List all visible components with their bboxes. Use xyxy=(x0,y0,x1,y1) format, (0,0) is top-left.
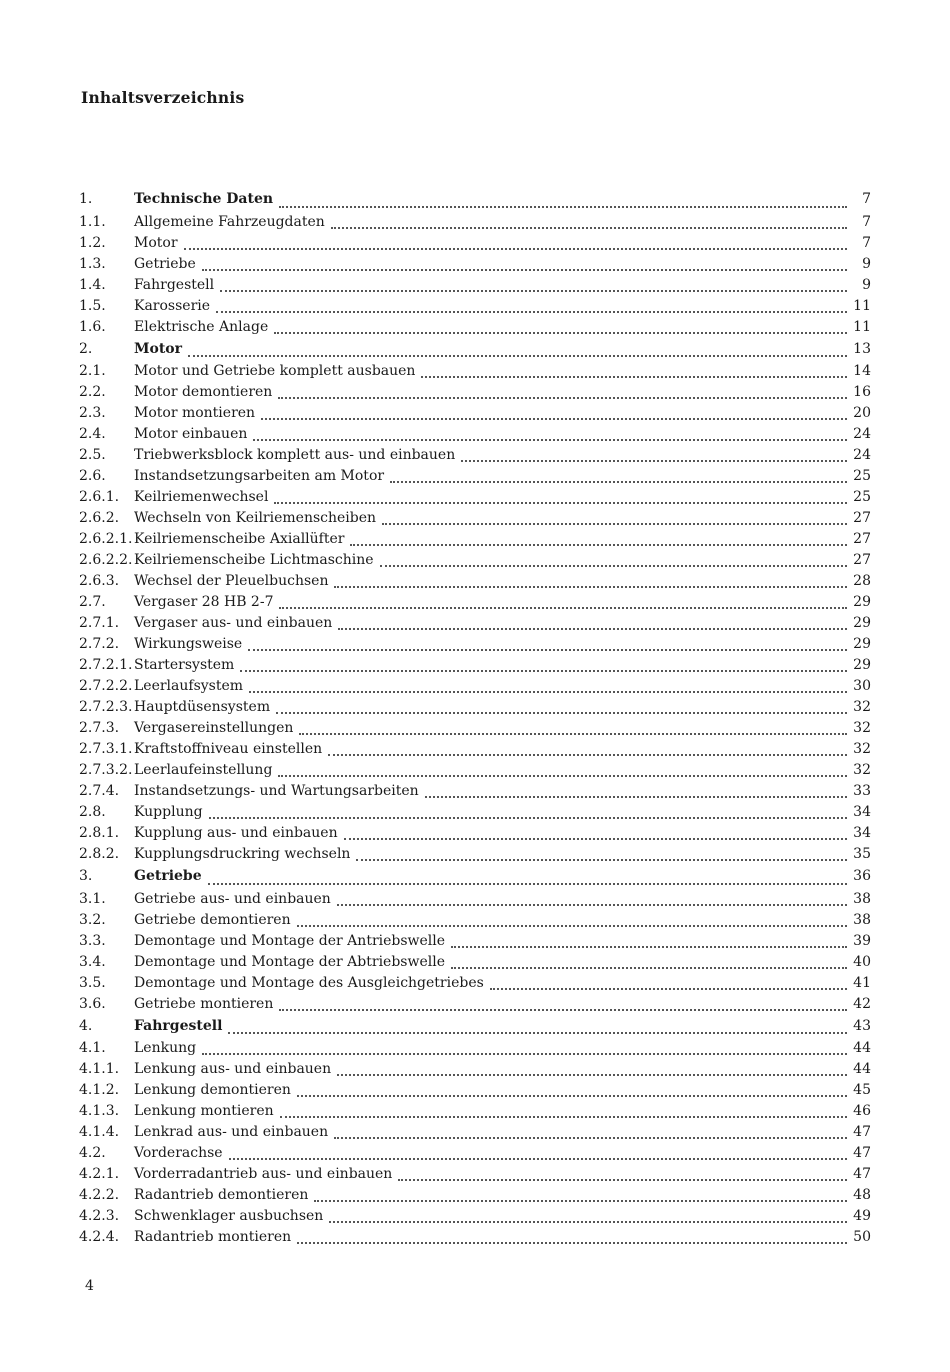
toc-entry-title: Lenkung aus- und einbauen xyxy=(134,1061,332,1077)
toc-entry-row xyxy=(79,466,871,487)
toc-entry-title: Vergaser aus- und einbauen xyxy=(134,615,333,631)
toc-entry-page: 29 xyxy=(853,657,871,673)
toc-entry-page: 45 xyxy=(853,1082,871,1098)
toc-entry-title: Vergaser 28 HB 2-7 xyxy=(134,594,274,610)
toc-entry-title: Motor montieren xyxy=(134,405,256,421)
toc-entry-page: 39 xyxy=(853,932,871,949)
toc-dot-leader xyxy=(451,946,847,948)
toc-entry-page: 24 xyxy=(853,426,871,442)
toc-dot-leader xyxy=(209,817,847,819)
toc-entry-page: 47 xyxy=(853,1145,871,1161)
toc-entry-row xyxy=(79,1080,871,1101)
toc-dot-leader xyxy=(297,1242,847,1244)
toc-dot-leader xyxy=(334,1137,847,1139)
toc-dot-leader xyxy=(331,227,847,229)
toc-entry-title: Kraftstoffniveau einstellen xyxy=(134,741,323,757)
toc-entry-number: 3. xyxy=(79,868,93,884)
toc-entry-row xyxy=(79,718,871,739)
toc-entry-number: 1.3. xyxy=(79,255,106,272)
toc-entry-page: 40 xyxy=(853,953,871,970)
toc-entry-title: Radantrieb montieren xyxy=(134,1229,292,1245)
toc-entry-page: 7 xyxy=(862,191,871,207)
toc-entry-number: 2.4. xyxy=(79,426,106,442)
toc-entry-row xyxy=(79,697,871,718)
toc-dot-leader xyxy=(356,859,847,861)
toc-entry-title: Motor xyxy=(134,340,183,357)
toc-dot-leader xyxy=(253,439,847,441)
toc-entry-number: 1.5. xyxy=(79,297,106,314)
toc-entry-title: Motor demontieren xyxy=(134,384,273,400)
toc-dot-leader xyxy=(229,1158,847,1160)
toc-dot-leader xyxy=(248,649,847,651)
toc-entry-row xyxy=(79,844,871,865)
toc-entry-number: 2. xyxy=(79,340,93,357)
toc-entry-row xyxy=(79,1206,871,1227)
toc-dot-leader xyxy=(382,523,847,525)
toc-entry-page: 14 xyxy=(853,363,871,379)
toc-entry-page: 29 xyxy=(853,636,871,652)
toc-entry-title: Leerlaufsystem xyxy=(134,678,244,694)
toc-entry-number: 3.2. xyxy=(79,911,106,928)
toc-entry-page: 7 xyxy=(862,213,871,230)
toc-entry-page: 47 xyxy=(853,1166,871,1182)
toc-entry-row xyxy=(79,424,871,445)
toc-entry-title: Kupplungsdruckring wechseln xyxy=(134,846,351,862)
toc-entry-title: Instandsetzungs- und Wartungsarbeiten xyxy=(134,783,419,799)
toc-entry-row xyxy=(79,1185,871,1206)
toc-entry-title: Keilriemenscheibe Lichtmaschine xyxy=(134,552,374,568)
toc-dot-leader xyxy=(216,311,847,313)
toc-dot-leader xyxy=(249,691,847,693)
toc-entry-title: Vorderradantrieb aus- und einbauen xyxy=(134,1166,393,1182)
toc-dot-leader xyxy=(202,269,847,271)
toc-entry-number: 1.6. xyxy=(79,318,106,335)
toc-dot-leader xyxy=(350,544,847,546)
toc-entry-row xyxy=(79,889,871,910)
toc-dot-leader xyxy=(278,775,847,777)
toc-entry-title: Getriebe xyxy=(134,255,196,272)
toc-dot-leader xyxy=(299,733,847,735)
toc-entry-page: 9 xyxy=(862,255,871,272)
toc-entry-page: 44 xyxy=(853,1040,871,1056)
toc-entry-page: 38 xyxy=(853,890,871,907)
toc-entry-row xyxy=(79,823,871,844)
toc-entry-number: 2.6.2.1. xyxy=(79,531,133,547)
toc-dot-leader xyxy=(208,883,847,885)
toc-dot-leader xyxy=(425,796,847,798)
toc-entry-title: Schwenklager ausbuchsen xyxy=(134,1208,324,1224)
toc-entry-number: 1.1. xyxy=(79,213,106,230)
toc-entry-page: 36 xyxy=(853,868,871,884)
toc-entry-page: 7 xyxy=(862,234,871,251)
toc-entry-number: 4.2.2. xyxy=(79,1187,120,1203)
toc-entry-row xyxy=(79,361,871,382)
toc-entry-title: Vergasereinstellungen xyxy=(134,720,294,736)
toc-entry-title: Vorderachse xyxy=(134,1145,223,1161)
toc-entry-row xyxy=(79,994,871,1015)
toc-entry-title: Leerlaufeinstellung xyxy=(134,762,273,778)
toc-entry-row xyxy=(79,802,871,823)
toc-entry-number: 2.5. xyxy=(79,447,106,463)
toc-entry-title: Keilriemenscheibe Axiallüfter xyxy=(134,531,345,547)
toc-entry-title: Lenkrad aus- und einbauen xyxy=(134,1124,329,1140)
toc-dot-leader xyxy=(338,628,847,630)
toc-entry-page: 43 xyxy=(853,1017,871,1034)
toc-entry-page: 13 xyxy=(853,340,871,357)
toc-entry-number: 2.7.2. xyxy=(79,636,120,652)
toc-entry-page: 20 xyxy=(853,405,871,421)
toc-section-row xyxy=(79,1015,871,1039)
toc-dot-leader xyxy=(202,1053,847,1055)
toc-entry-page: 48 xyxy=(853,1187,871,1203)
toc-entry-number: 1. xyxy=(79,191,93,207)
toc-entry-row xyxy=(79,634,871,655)
toc-dot-leader xyxy=(328,754,847,756)
toc-entry-row xyxy=(79,1038,871,1059)
toc-dot-leader xyxy=(188,355,847,357)
toc-entry-page: 11 xyxy=(853,297,871,314)
toc-entry-page: 47 xyxy=(853,1124,871,1140)
toc-dot-leader xyxy=(279,607,847,609)
toc-entry-number: 2.7.1. xyxy=(79,615,120,631)
toc-dot-leader xyxy=(380,565,847,567)
toc-entry-page: 32 xyxy=(853,720,871,736)
toc-entry-title: Fahrgestell xyxy=(134,276,215,293)
toc-entry-page: 16 xyxy=(853,384,871,400)
toc-entry-row xyxy=(79,275,871,296)
toc-entry-row xyxy=(79,403,871,424)
page-title: Inhaltsverzeichnis xyxy=(81,88,245,107)
toc-entry-page: 30 xyxy=(853,678,871,694)
toc-dot-leader xyxy=(390,481,847,483)
toc-entry-number: 2.1. xyxy=(79,363,106,379)
toc-entry-title: Kupplung xyxy=(134,804,203,820)
toc-entry-number: 1.4. xyxy=(79,276,106,293)
toc-entry-title: Hauptdüsensystem xyxy=(134,699,271,715)
toc-entry-page: 49 xyxy=(853,1208,871,1224)
toc-entry-number: 2.7.4. xyxy=(79,783,120,799)
toc-entry-number: 2.7.2.1. xyxy=(79,657,133,673)
toc-entry-row xyxy=(79,1143,871,1164)
toc-dot-leader xyxy=(278,397,847,399)
toc-entry-number: 4.1.1. xyxy=(79,1061,120,1077)
toc-entry-number: 2.7.3. xyxy=(79,720,120,736)
toc-entry-row xyxy=(79,487,871,508)
toc-dot-leader xyxy=(314,1200,847,1202)
toc-entry-page: 29 xyxy=(853,615,871,631)
toc-entry-number: 1.2. xyxy=(79,234,106,251)
toc-entry-page: 32 xyxy=(853,741,871,757)
toc-entry-row xyxy=(79,952,871,973)
toc-entry-number: 3.3. xyxy=(79,932,106,949)
toc-entry-row xyxy=(79,931,871,952)
toc-entry-number: 4.2. xyxy=(79,1145,106,1161)
toc-dot-leader xyxy=(261,418,847,420)
toc-entry-title: Getriebe aus- und einbauen xyxy=(134,890,331,907)
toc-entry-title: Startersystem xyxy=(134,657,235,673)
toc-dot-leader xyxy=(274,332,847,334)
toc-entry-title: Wechseln von Keilriemenscheiben xyxy=(134,510,377,526)
toc-entry-page: 33 xyxy=(853,783,871,799)
toc-dot-leader xyxy=(228,1032,847,1034)
toc-dot-leader xyxy=(398,1179,847,1181)
toc-dot-leader xyxy=(297,1095,847,1097)
toc-dot-leader xyxy=(461,460,847,462)
toc-entry-page: 35 xyxy=(853,846,871,862)
toc-entry-title: Instandsetzungsarbeiten am Motor xyxy=(134,468,385,484)
toc-entry-row xyxy=(79,571,871,592)
toc-entry-number: 2.2. xyxy=(79,384,106,400)
toc-entry-row xyxy=(79,1101,871,1122)
toc-dot-leader xyxy=(240,670,847,672)
toc-entry-page: 27 xyxy=(853,510,871,526)
toc-entry-row xyxy=(79,296,871,317)
page-number: 4 xyxy=(85,1278,94,1294)
toc-entry-page: 34 xyxy=(853,804,871,820)
toc-entry-page: 44 xyxy=(853,1061,871,1077)
toc-entry-number: 4.2.3. xyxy=(79,1208,120,1224)
toc-entry-row xyxy=(79,254,871,275)
toc-entry-number: 4.1.4. xyxy=(79,1124,120,1140)
toc-entry-row xyxy=(79,781,871,802)
toc-entry-title: Motor einbauen xyxy=(134,426,248,442)
toc-entry-page: 38 xyxy=(853,911,871,928)
toc-entry-number: 2.7.3.1. xyxy=(79,741,133,757)
toc-entry-title: Demontage und Montage des Ausgleichgetriebes xyxy=(134,974,484,991)
toc-entry-number: 2.8.1. xyxy=(79,825,120,841)
toc-entry-title: Demontage und Montage der Antriebswelle xyxy=(134,932,446,949)
toc-entry-page: 28 xyxy=(853,573,871,589)
toc-entry-number: 2.6.1. xyxy=(79,489,120,505)
toc-entry-page: 25 xyxy=(853,489,871,505)
toc-entry-row xyxy=(79,592,871,613)
toc-entry-title: Karosserie xyxy=(134,297,211,314)
toc-dot-leader xyxy=(329,1221,847,1223)
toc-entry-number: 2.8. xyxy=(79,804,106,820)
toc-entry-number: 2.8.2. xyxy=(79,846,120,862)
toc-entry-row xyxy=(79,676,871,697)
toc-entry-number: 4.1.3. xyxy=(79,1103,120,1119)
toc-entry-number: 2.7.3.2. xyxy=(79,762,133,778)
toc-entry-row xyxy=(79,1227,871,1248)
toc-dot-leader xyxy=(297,925,847,927)
toc-entry-number: 4.2.4. xyxy=(79,1229,120,1245)
toc-entry-row xyxy=(79,1122,871,1143)
toc-entry-row xyxy=(79,508,871,529)
toc-entry-number: 2.7.2.3. xyxy=(79,699,133,715)
toc-entry-number: 2.6. xyxy=(79,468,106,484)
toc-entry-page: 32 xyxy=(853,699,871,715)
toc-entry-row xyxy=(79,1164,871,1185)
toc-entry-title: Wechsel der Pleuelbuchsen xyxy=(134,573,329,589)
toc-entry-title: Getriebe xyxy=(134,868,202,884)
toc-entry-number: 2.6.3. xyxy=(79,573,120,589)
toc-dot-leader xyxy=(184,248,847,250)
toc-entry-page: 27 xyxy=(853,531,871,547)
toc-entry-row xyxy=(79,233,871,254)
toc-entry-page: 27 xyxy=(853,552,871,568)
toc-entry-title: Triebwerksblock komplett aus- und einbauen xyxy=(134,447,456,463)
toc-entry-number: 2.6.2.2. xyxy=(79,552,133,568)
toc-entry-row xyxy=(79,1059,871,1080)
toc-dot-leader xyxy=(337,1074,847,1076)
toc-entry-number: 4. xyxy=(79,1017,93,1034)
toc-section-row xyxy=(79,338,871,362)
toc-section-row xyxy=(79,188,871,212)
toc-entry-page: 32 xyxy=(853,762,871,778)
toc-dot-leader xyxy=(274,502,847,504)
toc-entry-row xyxy=(79,613,871,634)
toc-entry-number: 3.1. xyxy=(79,890,106,907)
toc-entry-title: Getriebe montieren xyxy=(134,995,274,1012)
toc-entry-number: 4.1. xyxy=(79,1040,106,1056)
toc-dot-leader xyxy=(344,838,847,840)
toc-entry-title: Allgemeine Fahrzeugdaten xyxy=(134,213,325,230)
toc-entry-title: Demontage und Montage der Abtriebswelle xyxy=(134,953,445,970)
toc-entry-page: 50 xyxy=(853,1229,871,1245)
toc-section-row xyxy=(79,865,871,889)
toc-entry-row xyxy=(79,910,871,931)
toc-entry-page: 25 xyxy=(853,468,871,484)
toc-entry-page: 34 xyxy=(853,825,871,841)
toc-entry-page: 29 xyxy=(853,594,871,610)
toc-entry-title: Motor und Getriebe komplett ausbauen xyxy=(134,363,416,379)
toc-entry-number: 2.3. xyxy=(79,405,106,421)
toc-entry-title: Elektrische Anlage xyxy=(134,318,269,335)
toc-dot-leader xyxy=(451,967,847,969)
toc-dot-leader xyxy=(220,290,847,292)
toc-entry-number: 2.6.2. xyxy=(79,510,120,526)
toc-entry-row xyxy=(79,760,871,781)
toc-dot-leader xyxy=(421,376,847,378)
toc-entry-page: 42 xyxy=(853,995,871,1012)
toc-dot-leader xyxy=(280,1116,847,1118)
toc-entry-row xyxy=(79,445,871,466)
toc-entry-row xyxy=(79,739,871,760)
toc-entry-title: Keilriemenwechsel xyxy=(134,489,269,505)
toc-entry-title: Lenkung demontieren xyxy=(134,1082,291,1098)
table-of-contents xyxy=(79,188,871,1248)
toc-entry-row xyxy=(79,317,871,338)
toc-entry-title: Lenkung xyxy=(134,1040,197,1056)
toc-entry-page: 11 xyxy=(853,318,871,335)
toc-entry-title: Fahrgestell xyxy=(134,1017,223,1034)
toc-entry-title: Wirkungsweise xyxy=(134,636,243,652)
toc-entry-number: 3.5. xyxy=(79,974,106,991)
toc-entry-title: Lenkung montieren xyxy=(134,1103,274,1119)
toc-entry-row xyxy=(79,212,871,233)
toc-entry-page: 24 xyxy=(853,447,871,463)
toc-entry-row xyxy=(79,655,871,676)
toc-entry-title: Motor xyxy=(134,234,178,251)
toc-entry-row xyxy=(79,529,871,550)
toc-entry-page: 46 xyxy=(853,1103,871,1119)
toc-entry-row xyxy=(79,973,871,994)
toc-dot-leader xyxy=(279,1009,847,1011)
toc-entry-number: 4.1.2. xyxy=(79,1082,120,1098)
toc-dot-leader xyxy=(276,712,847,714)
toc-entry-row xyxy=(79,382,871,403)
toc-entry-number: 4.2.1. xyxy=(79,1166,120,1182)
toc-dot-leader xyxy=(279,206,847,208)
toc-entry-page: 41 xyxy=(853,974,871,991)
toc-entry-title: Getriebe demontieren xyxy=(134,911,291,928)
toc-entry-title: Kupplung aus- und einbauen xyxy=(134,825,338,841)
toc-entry-number: 3.6. xyxy=(79,995,106,1012)
toc-entry-number: 2.7. xyxy=(79,594,106,610)
toc-entry-row xyxy=(79,550,871,571)
toc-dot-leader xyxy=(490,988,847,990)
toc-dot-leader xyxy=(334,586,847,588)
toc-entry-title: Radantrieb demontieren xyxy=(134,1187,309,1203)
toc-entry-number: 3.4. xyxy=(79,953,106,970)
toc-dot-leader xyxy=(337,904,847,906)
toc-entry-number: 2.7.2.2. xyxy=(79,678,133,694)
toc-entry-page: 9 xyxy=(862,276,871,293)
toc-entry-title: Technische Daten xyxy=(134,191,274,207)
